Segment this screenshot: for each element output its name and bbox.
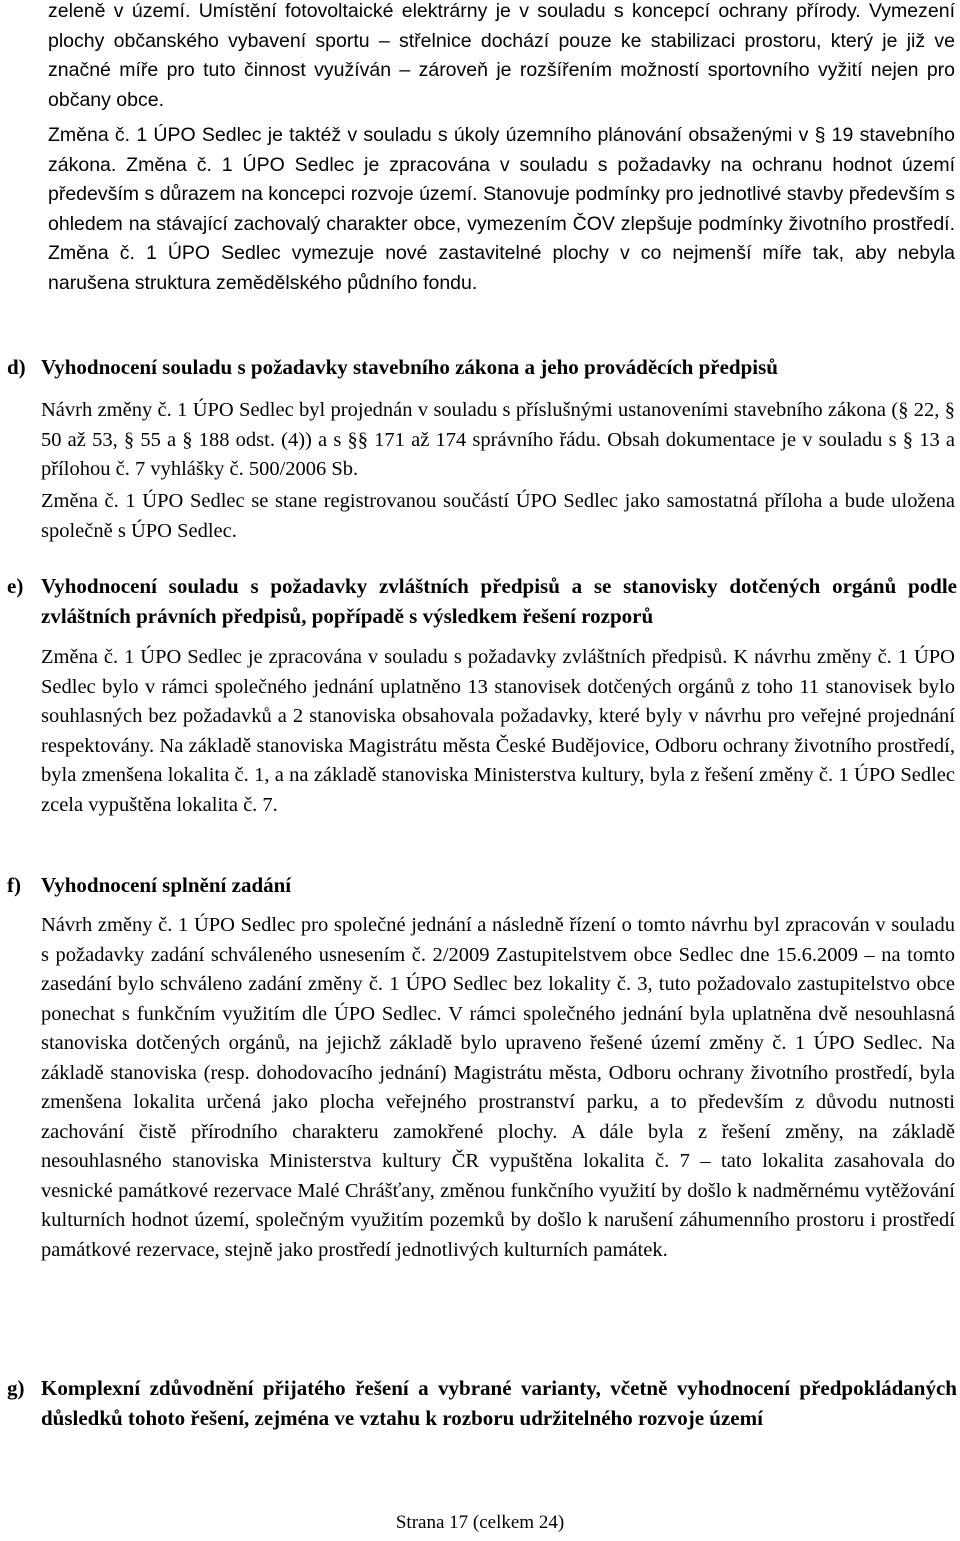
section-heading-g bbox=[7, 1374, 957, 1433]
section-title: Komplexní zdůvodnění přijatého řešení a vybrané varianty, včetně vyhodnocení předpokládaných důsledků tohoto řešení, zejména ve vztahu k rozboru udržitelného rozvoje území bbox=[41, 1376, 957, 1430]
section-letter: f) bbox=[7, 873, 21, 897]
section-e-paragraph-1: Změna č. 1 ÚPO Sedlec je zpracována v souladu s požadavky zvláštních předpisů. K návrhu změny č. 1 ÚPO Sedlec bylo v rámci společného jednání uplatněno 13 stanovisek dotčených orgánů z toho 11 stanovisek bylo souhlasných bez požadavků a 2 stanoviska obsahovala požadavky, které byly v návrhu pro veřejné projednání respektovány. Na základě stanoviska Magistrátu města České Budějovice, Odboru ochrany životního prostředí, byla zmenšena lokalita č. 1, a na základě stanoviska Ministerstva kultury, byla z řešení změny č. 1 ÚPO Sedlec zcela vypuštěna lokalita č. 7. bbox=[41, 646, 955, 816]
section-d-paragraph-2: Změna č. 1 ÚPO Sedlec se stane registrovanou součástí ÚPO Sedlec jako samostatná příloha a bude uložena společně s ÚPO Sedlec. bbox=[41, 490, 955, 542]
section-letter: d) bbox=[7, 355, 26, 379]
section-d-paragraph-1: Návrh změny č. 1 ÚPO Sedlec byl projednán v souladu s příslušnými ustanoveními stavebního zákona (§ 22, § 50 až 53, § 55 a § 188 odst. (4)) a s §§ 171 až 174 správního řádu. Obsah dokumentace je v souladu s § 13 a přílohou č. 7 vyhlášky č. 500/2006 Sb. bbox=[41, 399, 955, 480]
section-heading-f bbox=[7, 871, 957, 901]
section-title: Vyhodnocení souladu s požadavky zvláštních předpisů a se stanovisky dotčených orgánů podle zvláštních právních předpisů, popřípadě s výsledkem řešení rozporů bbox=[41, 574, 957, 628]
section-title: Vyhodnocení souladu s požadavky stavebního zákona a jeho prováděcích předpisů bbox=[41, 355, 778, 379]
section-letter: e) bbox=[7, 574, 24, 598]
section-heading-d bbox=[7, 353, 957, 383]
section-heading-e bbox=[7, 572, 957, 631]
section-title: Vyhodnocení splnění zadání bbox=[41, 873, 292, 897]
intro-paragraph-2: Změna č. 1 ÚPO Sedlec je taktéž v souladu s úkoly územního plánování obsaženými v § 19 stavebního zákona. Změna č. 1 ÚPO Sedlec je zpracována v souladu s požadavky na ochranu hodnot území především s důrazem na koncepci rozvoje území. Stanovuje podmínky pro jednotlivé stavby především s ohledem na stávající zachovalý charakter obce, vymezením ČOV zlepšuje podmínky životního prostředí. Změna č. 1 ÚPO Sedlec vymezuje nové zastavitelné plochy v co nejmenší míře tak, aby nebyla narušena struktura zemědělského půdního fondu. bbox=[48, 124, 955, 294]
section-letter: g) bbox=[7, 1376, 25, 1400]
page-footer: Strana 17 (celkem 24) bbox=[395, 1512, 565, 1533]
section-f-paragraph-1: Návrh změny č. 1 ÚPO Sedlec pro společné jednání a následně řízení o tomto návrhu byl zpracován v souladu s požadavky zadání schváleného usnesením č. 2/2009 Zastupitelstvem obce Sedlec dne 15.6.2009 – na tomto zasedání bylo schváleno zadání změny č. 1 ÚPO Sedlec bez lokality č. 3, tuto požadovalo zastupitelstvo obce ponechat s funkčním využitím dle ÚPO Sedlec. V rámci společného jednání byla uplatněna dvě nesouhlasná stanoviska dotčených orgánů, na jejichž základě bylo upraveno řešené území změny č. 1 ÚPO Sedlec. Na základě stanoviska (resp. dohodovacího jednání) Magistrátu města, Odboru ochrany životního prostředí, byla zmenšena lokalita určená jako plocha veřejného prostranství parku, a to především z důvodu nutnosti zachování čistě přírodního charakteru zamokřené plochy. A dále byla z řešení změny, na základě nesouhlasného stanoviska Ministerstva kultury ČR vypuštěna lokalita č. 7 – tato lokalita zasahovala do vesnické památkové rezervace Malé Chrášťany, změnou funkčního využití by došlo k nadměrnému vytěžování kulturních hodnot území, společným využitím pozemků by došlo k narušení záhumenního prostoru i prostředí památkové rezervace, stejně jako prostředí jednotlivých kulturních památek. bbox=[41, 914, 955, 1261]
intro-paragraph-1: zeleně v území. Umístění fotovoltaické elektrárny je v souladu s koncepcí ochrany přírody. Vymezení plochy občanského vybavení sportu – střelnice dochází pouze ke stabilizaci prostoru, který je již ve značné míře pro tuto činnost využíván – zároveň je rozšířením možností sportovního vyžití nejen pro občany obce. bbox=[48, 0, 955, 111]
